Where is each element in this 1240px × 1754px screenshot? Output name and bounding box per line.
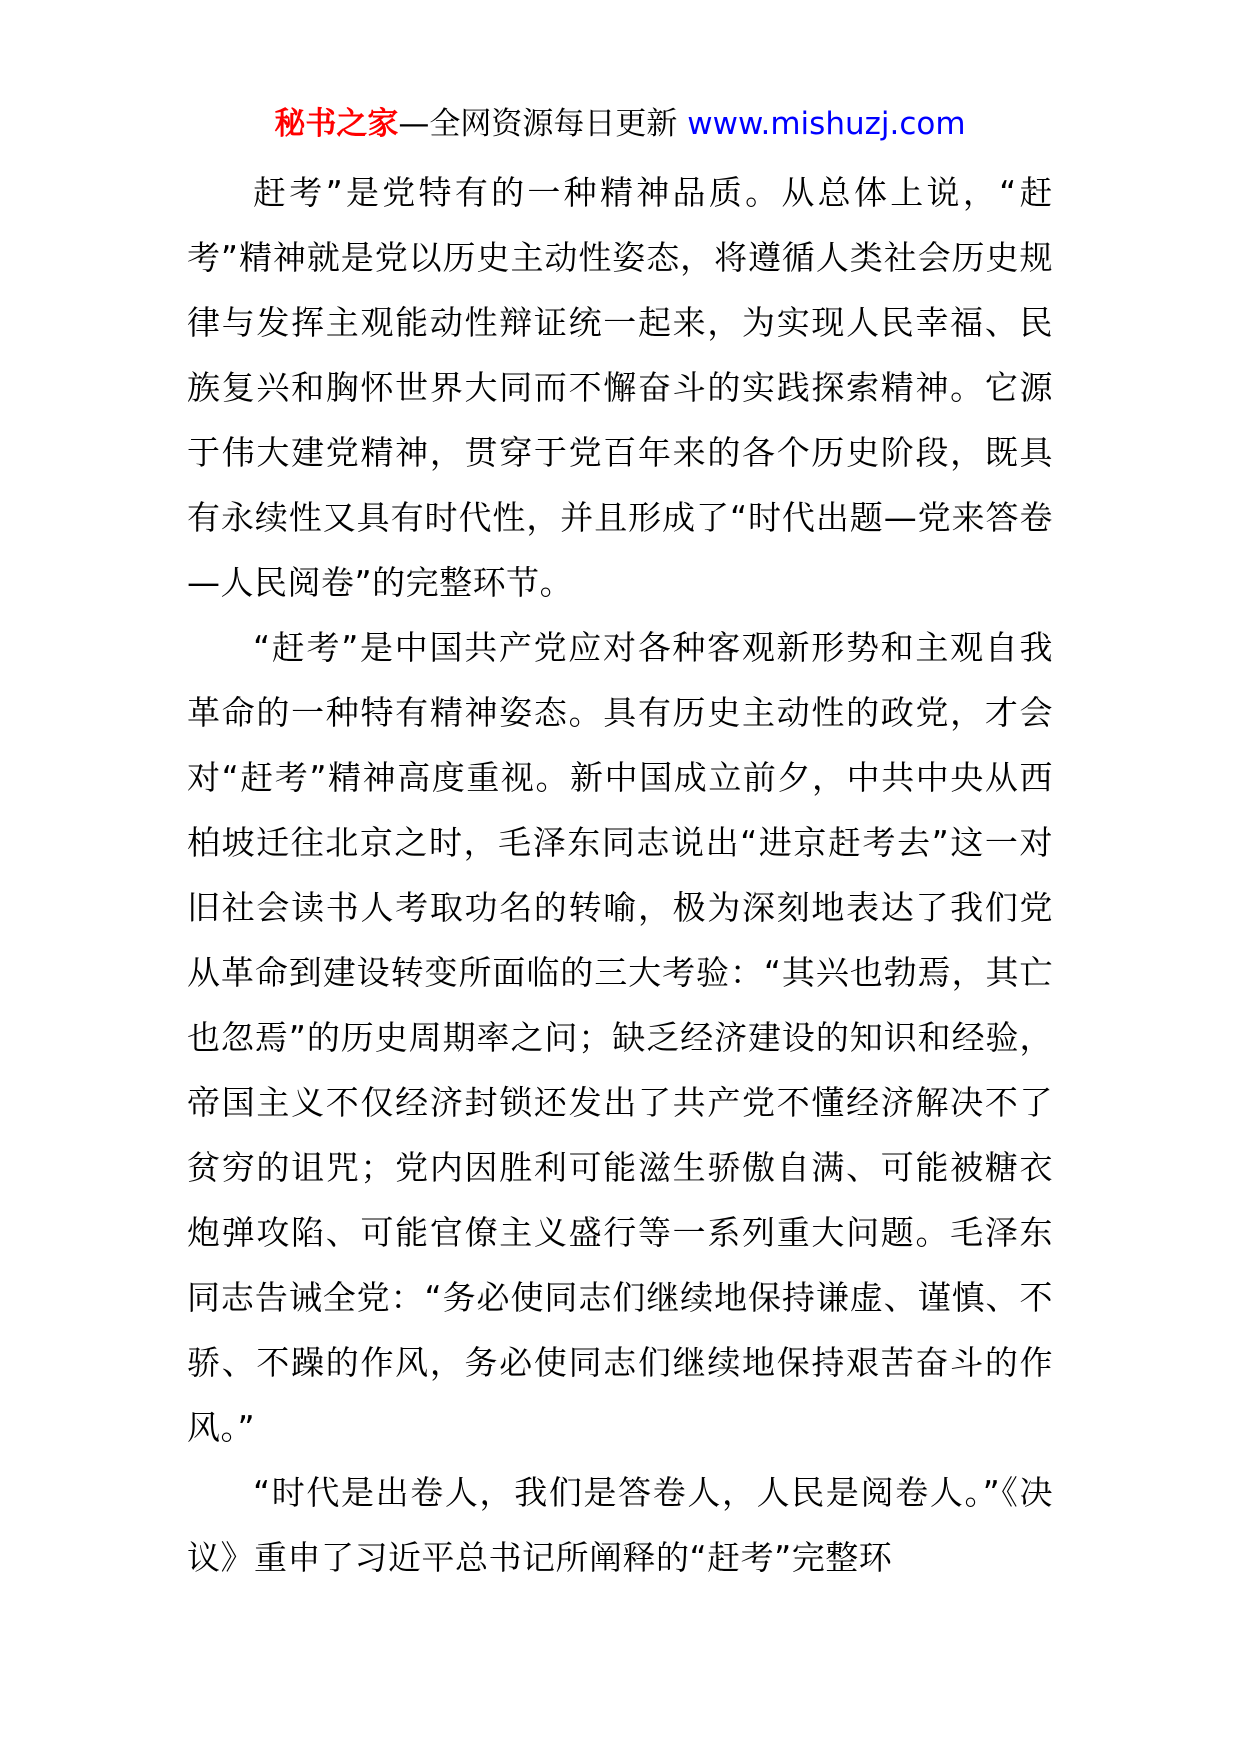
paragraph-1: 赶考”是党特有的一种精神品质。从总体上说，“赶考”精神就是党以历史主动性姿态，将遵循人类社会历史规律与发挥主观能动性辩证统一起来，为实现人民幸福、民族复兴和胸怀世界大同而不懈奋斗的实践探索精神。它源于伟大建党精神，贯穿于党百年来的各个历史阶段，既具有永续性又具有时代性，并且形成了“时代出题—党来答卷—人民阅卷”的完整环节。 [187,173,1053,602]
paragraph-3: “时代是出卷人，我们是答卷人，人民是阅卷人。”《决议》重申了习近平总书记所阐释的“赶考”完整环 [187,1473,1053,1577]
header-tagline: —全网资源每日更新 [398,106,678,142]
site-url-link[interactable]: www.mishuzj.com [687,106,966,142]
brand-name: 秘书之家 [274,106,399,142]
site-header [0,104,1240,144]
paragraph-2: “赶考”是中国共产党应对各种客观新形势和主观自我革命的一种特有精神姿态。具有历史主动性的政党，才会对“赶考”精神高度重视。新中国成立前夕，中共中央从西柏坡迁往北京之时，毛泽东同志说出“进京赶考去”这一对旧社会读书人考取功名的转喻，极为深刻地表达了我们党从革命到建设转变所面临的三大考验：“其兴也勃焉，其亡也忽焉”的历史周期率之问；缺乏经济建设的知识和经验，帝国主义不仅经济封锁还发出了共产党不懂经济解决不了贫穷的诅咒；党内因胜利可能滋生骄傲自满、可能被糖衣炮弹攻陷、可能官僚主义盛行等一系列重大问题。毛泽东同志告诫全党：“务必使同志们继续地保持谦虚、谨慎、不骄、不躁的作风，务必使同志们继续地保持艰苦奋斗的作风。” [187,628,1053,1447]
document-body [187,160,1053,1590]
